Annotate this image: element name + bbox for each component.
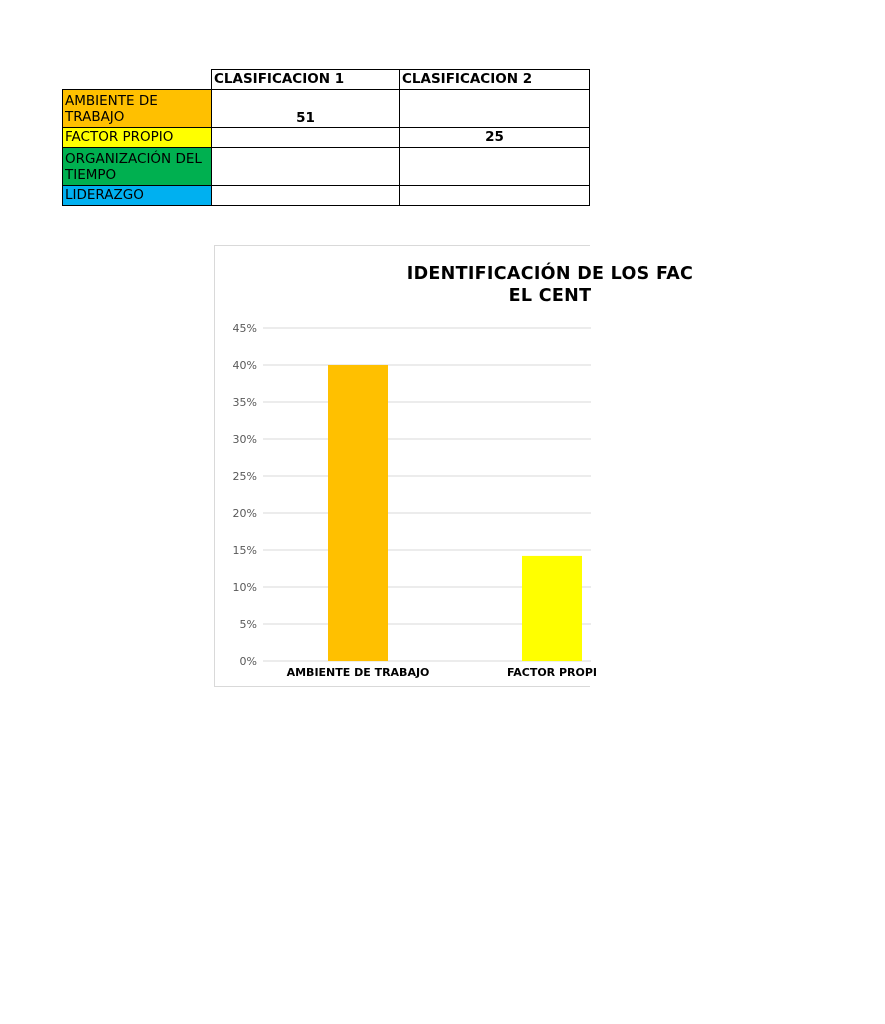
cell-ambiente-clas2[interactable] [399, 89, 590, 128]
chart-plot-area [215, 246, 598, 688]
x-category-label: AMBIENTE DE TRABAJO [286, 666, 430, 679]
bar-ambiente-de-trabajo[interactable] [328, 365, 388, 661]
header-clasificacion-2[interactable]: CLASIFICACION 2 [399, 69, 590, 90]
y-tick-label: 40% [232, 359, 257, 372]
cell-organizacion-clas2[interactable] [399, 147, 590, 186]
chart-title-line-1: IDENTIFICACIÓN DE LOS FAC [406, 264, 694, 284]
y-tick-label: 30% [232, 433, 257, 446]
cell-ambiente-clas1[interactable]: 51 [211, 89, 400, 128]
cell-liderazgo-clas1[interactable] [211, 185, 400, 206]
cell-factor-propio-clas1[interactable] [211, 127, 400, 148]
y-tick-label: 20% [232, 507, 257, 520]
y-tick-label: 35% [232, 396, 257, 409]
y-tick-label: 45% [232, 322, 257, 335]
row-label-ambiente-de-trabajo[interactable]: AMBIENTE DE TRABAJO [62, 89, 212, 128]
y-tick-label: 0% [239, 655, 257, 668]
y-tick-label: 10% [232, 581, 257, 594]
row-label-liderazgo[interactable]: LIDERAZGO [62, 185, 212, 206]
y-tick-label: 5% [239, 618, 257, 631]
row-label-organizacion-del-tiempo[interactable]: ORGANIZACIÓN DEL TIEMPO [62, 147, 212, 186]
row-label-factor-propio[interactable]: FACTOR PROPIO [62, 127, 212, 148]
cell-organizacion-clas1[interactable] [211, 147, 400, 186]
bar-chart[interactable] [214, 245, 694, 687]
cell-liderazgo-clas2[interactable] [399, 185, 590, 206]
x-category-label: FACTOR PROPI [506, 666, 598, 679]
bar-factor-propi[interactable] [522, 556, 582, 661]
cell-factor-propio-clas2[interactable]: 25 [399, 127, 590, 148]
y-tick-label: 15% [232, 544, 257, 557]
y-tick-label: 25% [232, 470, 257, 483]
header-clasificacion-1[interactable]: CLASIFICACION 1 [211, 69, 400, 90]
chart-title-line-2: EL CENT [508, 286, 592, 306]
